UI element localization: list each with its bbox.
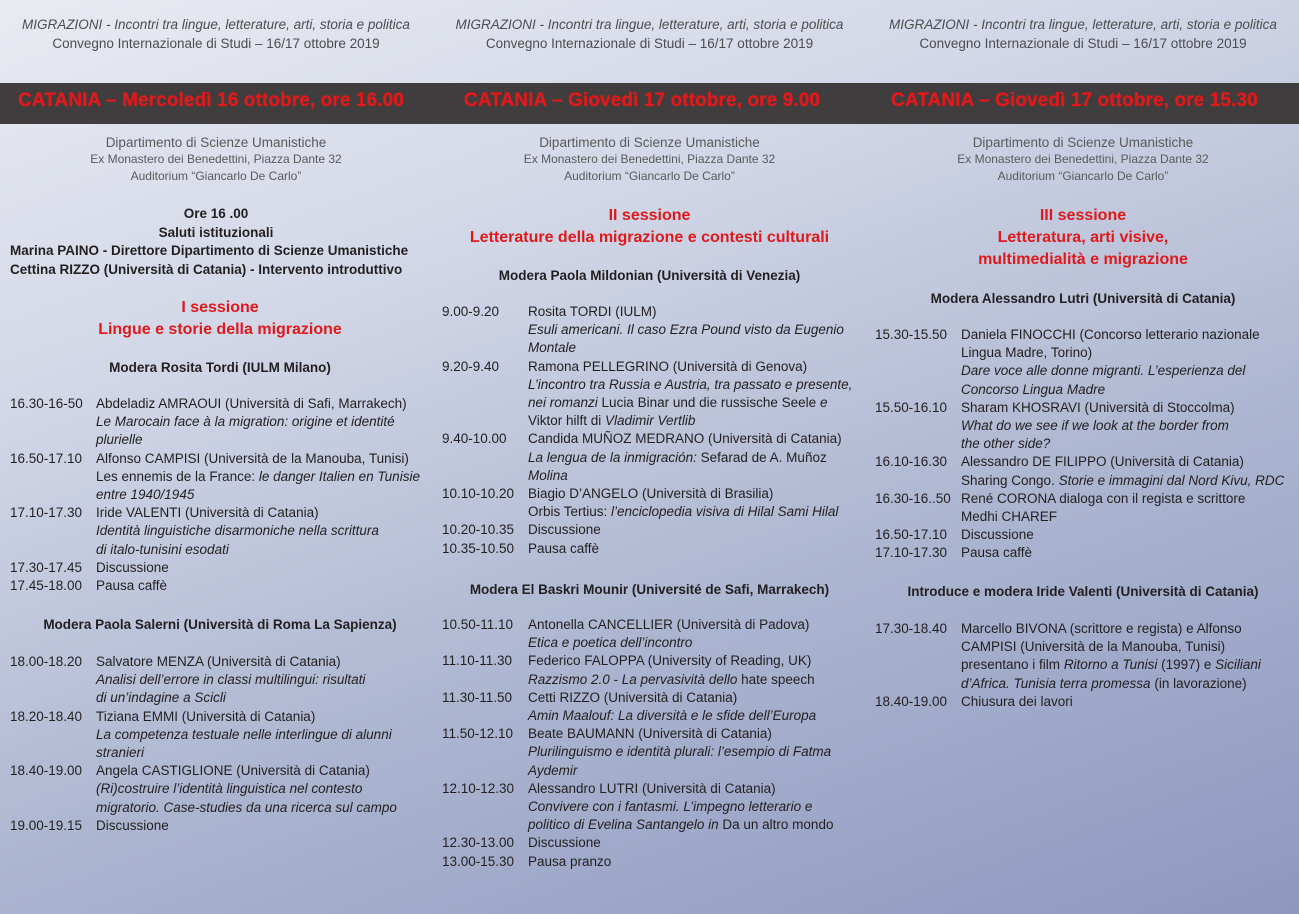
item-label: Pausa pranzo <box>528 853 612 869</box>
talk-title: (Ri)costruire l’identità linguistica nel contesto <box>96 781 363 797</box>
time: 17.30-18.40 <box>875 621 948 636</box>
item-label: Discussione <box>96 817 169 833</box>
venue-dept: Dipartimento di Scienze Umanistiche <box>105 135 327 150</box>
talk-title: (in lavorazione) <box>1150 675 1247 691</box>
time: 16.50-17.10 <box>10 450 83 466</box>
talk-title: di italo-tunisini esodati <box>96 541 229 557</box>
talk-title: di un’indagine a Scicli <box>96 690 226 706</box>
item-label: Pausa caffè <box>96 578 168 594</box>
time: 11.50-12.10 <box>442 726 514 742</box>
talk-title: e <box>816 395 828 411</box>
time: 17.30-17.45 <box>10 559 83 575</box>
time: 18.20-18.40 <box>10 708 83 724</box>
programme-item <box>875 490 1295 526</box>
session1-heading <box>0 297 440 341</box>
item-label: Pausa caffè <box>961 545 1033 561</box>
talk-title: La competenza testuale nelle interlingue di alunni <box>96 726 392 742</box>
talk-title: Les ennemis de la France: <box>96 468 259 484</box>
talk-title: migratorio. Case-studies da una ricerca sul campo <box>96 799 397 815</box>
day3-programme-b <box>875 620 1295 711</box>
talk-title: Etica e poetica dell’incontro <box>528 635 693 651</box>
venue-dept: Dipartimento di Scienze Umanistiche <box>972 135 1194 150</box>
day3-venue <box>867 134 1299 185</box>
day2-programme-a <box>442 303 867 558</box>
programme-item <box>875 326 1295 399</box>
session2-heading <box>432 205 867 249</box>
speaker: Salvatore MENZA (Università di Catania) <box>96 654 341 669</box>
speaker: Cetti RIZZO (Università di Catania) <box>528 689 738 705</box>
item-label: Discussione <box>528 835 601 851</box>
header <box>432 0 867 53</box>
item-label: Discussione <box>96 559 169 575</box>
column-day2 <box>432 0 867 53</box>
time: 18.00-18.20 <box>10 654 83 669</box>
item-label: Pausa caffè <box>528 540 600 556</box>
header-subtitle: Convegno Internazionale di Studi – 16/17 ottobre 2019 <box>52 36 380 51</box>
talk-title: Razzismo 2.0 - La pervasività dello <box>528 671 742 687</box>
speaker: Biagio D’ANGELO (Università di Brasilia) <box>528 486 774 502</box>
venue-hall: Auditorium “Giancarlo De Carlo” <box>997 169 1169 183</box>
programme-item <box>875 453 1295 489</box>
talk-title: Sharing Congo. <box>961 472 1059 488</box>
programme-item <box>10 559 430 577</box>
opening-label: Saluti istituzionali <box>158 225 274 240</box>
time: 9.20-9.40 <box>442 358 500 374</box>
speaker: Federico FALOPPA (University of Reading, UK) <box>528 653 812 669</box>
time: 15.30-15.50 <box>875 327 948 342</box>
item-label: Discussione <box>528 522 601 538</box>
speaker: Medhi CHAREF <box>961 509 1058 525</box>
time: 16.30-16..50 <box>875 490 951 506</box>
talk-title: Lucia Binar und die russische Seele <box>601 395 817 411</box>
venue-dept: Dipartimento di Scienze Umanistiche <box>539 135 760 150</box>
talk-title: Dare voce alle donne migranti. L’esperienza del <box>961 363 1246 379</box>
talk-title: (1997) e <box>1157 657 1216 673</box>
header-title: MIGRAZIONI - Incontri tra lingue, letterature, arti, storia e politica <box>455 17 844 32</box>
column-day3 <box>867 0 1299 53</box>
moderator: Modera Paola Mildonian (Università di Venezia) <box>498 268 801 283</box>
programme-item <box>10 450 430 505</box>
speaker: Alfonso CAMPISI (Università de la Manouba, Tunisi) <box>96 450 409 466</box>
programme-item <box>442 358 867 431</box>
speaker: Candida MUÑOZ MEDRANO (Università di Catania) <box>528 431 842 447</box>
venue-address: Ex Monastero dei Benedettini, Piazza Dante 32 <box>957 152 1209 166</box>
talk-title: Analisi dell’errore in classi multilingui: risultati <box>96 672 366 688</box>
talk-title: Storie e immagini dal Nord Kivu, RDC <box>1058 472 1285 488</box>
talk-title: Aydemir <box>528 762 578 778</box>
time: 19.00-19.15 <box>10 817 83 833</box>
moderator: Modera Paola Salerni (Università di Roma La Sapienza) <box>43 617 397 632</box>
day3-title: CATANIA – Giovedì 17 ottobre, ore 15.30 <box>891 90 1258 111</box>
talk-title: Molina <box>528 467 568 483</box>
speaker: Beate BAUMANN (Università di Catania) <box>528 726 772 742</box>
programme-item <box>10 504 430 559</box>
film-title: d’Africa. Tunisia terra promessa <box>961 675 1151 691</box>
talk-title: Plurilinguismo e identità plurali: l’esempio di Fatma <box>528 744 832 760</box>
session-title: multimedialità e migrazione <box>978 251 1188 268</box>
opening-speaker: Marina PAINO - Direttore Dipartimento di Scienze Umanistiche <box>10 243 409 258</box>
opening-speaker: Cettina RIZZO (Università di Catania) - Intervento introduttivo <box>10 262 403 277</box>
programme-item <box>10 577 430 595</box>
day1-programme-b <box>10 653 430 835</box>
programme-item <box>442 780 867 835</box>
speaker: Sharam KHOSRAVI (Università di Stoccolma) <box>961 399 1235 415</box>
opening-speakers <box>10 241 408 279</box>
programme-item <box>442 616 867 652</box>
speaker: Rosita TORDI (IULM) <box>528 304 657 319</box>
talk-title: Da un altro mondo <box>722 817 834 833</box>
speaker: Alessandro LUTRI (Università di Catania) <box>528 780 776 796</box>
programme-item <box>10 395 430 450</box>
speaker: Daniela FINOCCHI (Concorso letterario nazionale <box>961 327 1260 342</box>
session-number: III sessione <box>1039 207 1127 224</box>
programme-item <box>442 725 867 780</box>
film-title: Siciliani <box>1215 657 1261 673</box>
session3-heading <box>867 205 1299 271</box>
talk-title: entre 1940/1945 <box>96 487 195 503</box>
programme-item <box>10 653 430 708</box>
talk-title: Amin Maalouf: La diversità e le sfide dell’Europa <box>528 708 817 724</box>
talk-title: L’incontro tra Russia e Austria, tra passato e presente, <box>528 376 853 392</box>
moderator: Modera Rosita Tordi (IULM Milano) <box>109 360 331 375</box>
talk-title: Montale <box>528 340 577 356</box>
programme-item <box>442 521 867 539</box>
time: 16.30-16-50 <box>10 396 83 411</box>
time: 11.10-11.30 <box>442 653 513 669</box>
programme-item <box>442 485 867 521</box>
speaker: Marcello BIVONA (scrittore e regista) e Alfonso <box>961 621 1242 636</box>
speaker: Ramona PELLEGRINO (Università di Genova) <box>528 358 808 374</box>
session-title: Letterature della migrazione e contesti culturali <box>469 229 830 246</box>
programme-item <box>875 399 1295 454</box>
speaker: Tiziana EMMI (Università di Catania) <box>96 708 316 724</box>
talk-title: plurielle <box>96 432 143 448</box>
header <box>0 0 432 53</box>
talk-title: What do we see if we look at the border from <box>961 418 1229 434</box>
talk-title: politico di Evelina Santangelo in <box>528 817 723 833</box>
time: 18.40-19.00 <box>875 693 948 709</box>
column-day1 <box>0 0 432 53</box>
programme-item <box>10 762 430 817</box>
talk-title: nei romanzi <box>528 395 602 411</box>
day2-programme-b <box>442 616 867 871</box>
programme-item <box>442 853 867 871</box>
talk-title: Identità linguistiche disarmoniche nella scrittura <box>96 523 379 539</box>
talk-title: Esuli americani. Il caso Ezra Pound visto da Eugenio <box>528 322 844 338</box>
speaker: Antonella CANCELLIER (Università di Padova) <box>528 617 810 632</box>
day1-title: CATANIA – Mercoledì 16 ottobre, ore 16.00 <box>18 90 404 111</box>
header <box>867 0 1299 53</box>
talk-title: Concorso Lingua Madre <box>961 381 1106 397</box>
programme-item <box>875 526 1295 544</box>
programme-item <box>875 544 1295 562</box>
programme-item <box>442 834 867 852</box>
talk-title: le danger Italien en Tunisie <box>258 468 420 484</box>
programme-item <box>10 708 430 763</box>
programme-item <box>442 652 867 688</box>
time: 9.40-10.00 <box>442 431 507 447</box>
session-number: I sessione <box>181 299 259 316</box>
programme-item <box>442 430 867 485</box>
day1-venue <box>0 134 432 185</box>
talk-title: l’enciclopedia visiva di Hilal Sami Hilal <box>611 504 839 520</box>
item-label: Discussione <box>961 527 1034 543</box>
film-title: Ritorno a Tunisi <box>1063 657 1158 673</box>
day1-programme-a <box>10 395 430 595</box>
talk-title: Sefarad de A. Muñoz <box>700 449 827 465</box>
programme-item <box>442 540 867 558</box>
time: 11.30-11.50 <box>442 689 513 705</box>
time: 10.20-10.35 <box>442 522 515 538</box>
time: 16.10-16.30 <box>875 454 948 470</box>
venue-hall: Auditorium “Giancarlo De Carlo” <box>130 169 302 183</box>
venue-address: Ex Monastero dei Benedettini, Piazza Dante 32 <box>90 152 342 166</box>
header-title: MIGRAZIONI - Incontri tra lingue, letterature, arti, storia e politica <box>889 17 1277 32</box>
time: 10.10-10.20 <box>442 486 515 502</box>
programme-item <box>442 303 867 358</box>
time: 16.50-17.10 <box>875 527 948 543</box>
talk-title: the other side? <box>961 436 1051 452</box>
talk-title: stranieri <box>96 745 145 761</box>
time: 18.40-19.00 <box>10 763 83 779</box>
speaker: CAMPISI (Università de la Manouba, Tunisi) <box>961 639 1226 655</box>
moderator: Modera El Baskri Mounir (Université de Safi, Marrakech) <box>469 582 830 597</box>
time: 12.10-12.30 <box>442 780 515 796</box>
time: 10.35-10.50 <box>442 540 515 556</box>
talk-title: Convivere con i fantasmi. L’impegno letterario e <box>528 799 813 815</box>
day2-title: CATANIA – Giovedì 17 ottobre, ore 9.00 <box>464 90 821 111</box>
time: 17.45-18.00 <box>10 578 83 594</box>
day2-venue <box>432 134 867 185</box>
venue-address: Ex Monastero dei Benedettini, Piazza Dante 32 <box>523 152 776 166</box>
session-number: II sessione <box>608 207 691 224</box>
moderator: Introduce e modera Iride Valenti (Università di Catania) <box>907 584 1259 599</box>
speaker: Lingua Madre, Torino) <box>961 345 1093 361</box>
opening-time: Ore 16 .00 <box>183 206 249 221</box>
header-title: MIGRAZIONI - Incontri tra lingue, letterature, arti, storia e politica <box>22 17 410 32</box>
talk-title: hate speech <box>741 671 815 687</box>
talk-title: Le Marocain face à la migration: origine et identité <box>96 414 395 430</box>
session-title: Lingue e storie della migrazione <box>98 321 342 338</box>
programme-item <box>10 817 430 835</box>
session-title: Letteratura, arti visive, <box>997 229 1169 246</box>
speaker: Abdeladiz AMRAOUI (Università di Safi, Marrakech) <box>96 396 407 411</box>
time: 13.00-15.30 <box>442 853 515 869</box>
moderator: Modera Alessandro Lutri (Università di Catania) <box>930 291 1236 306</box>
speaker: Iride VALENTI (Università di Catania) <box>96 505 319 521</box>
programme-item <box>875 620 1295 693</box>
programme-item <box>442 689 867 725</box>
talk-title: presentano i film <box>961 657 1064 673</box>
talk-title: Vladimir Vertlib <box>605 413 696 429</box>
time: 9.00-9.20 <box>442 304 500 319</box>
talk-title: La lengua de la inmigración: <box>528 449 701 465</box>
speaker: Alessandro DE FILIPPO (Università di Catania) <box>961 454 1244 470</box>
item-label: Chiusura dei lavori <box>961 693 1073 709</box>
venue-hall: Auditorium “Giancarlo De Carlo” <box>564 169 735 183</box>
time: 17.10-17.30 <box>10 505 83 521</box>
speaker: René CORONA dialoga con il regista e scrittore <box>961 490 1246 506</box>
programme-item <box>875 693 1295 711</box>
talk-title: Viktor hilft di <box>528 413 606 429</box>
header-subtitle: Convegno Internazionale di Studi – 16/17 ottobre 2019 <box>485 36 814 51</box>
time: 10.50-11.10 <box>442 617 514 632</box>
header-subtitle: Convegno Internazionale di Studi – 16/17 ottobre 2019 <box>919 36 1247 51</box>
time: 17.10-17.30 <box>875 545 948 561</box>
day3-programme-a <box>875 326 1295 563</box>
time: 15.50-16.10 <box>875 399 948 415</box>
speaker: Angela CASTIGLIONE (Università di Catania) <box>96 763 370 779</box>
talk-title: Orbis Tertius: <box>528 504 612 520</box>
opening-block <box>0 204 432 242</box>
time: 12.30-13.00 <box>442 835 515 851</box>
